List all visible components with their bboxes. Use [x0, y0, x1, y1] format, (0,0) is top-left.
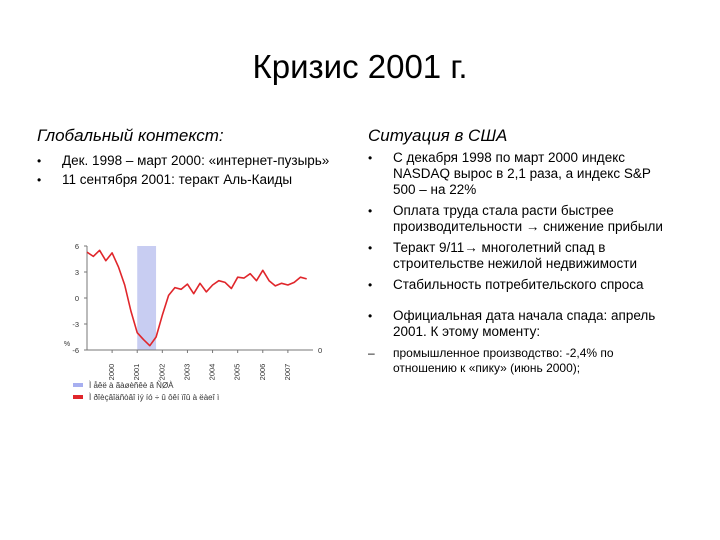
x-tick-label: 2007	[282, 363, 292, 381]
recession-highlight-band	[137, 246, 156, 350]
x-tick-label: 2000	[107, 363, 117, 381]
x-tick-label: 2006	[257, 363, 267, 381]
list-item-text: промышленное производство: -2,4% по отношению к «пику» (июнь 2000);	[393, 346, 614, 375]
y-tick-label: -3	[72, 320, 79, 329]
list-item	[368, 240, 668, 272]
x-tick-label: 2005	[232, 363, 242, 381]
list-item-text: Оплата труда стала расти быстрее производительности → снижение прибыли	[393, 203, 663, 234]
list-item-text: 11 сентября 2001: теракт Аль-Каиды	[62, 172, 293, 187]
list-item-text: С декабря 1998 по март 2000 индекс NASDAQ вырос в 2,1 раза, а индекс S&P 500 – на 22%	[393, 150, 651, 197]
x-tick-label: 2002	[157, 363, 167, 381]
bullet-icon: •	[368, 278, 373, 292]
list-item	[37, 172, 357, 188]
list-item	[368, 277, 668, 293]
y-tick-label: 3	[74, 268, 79, 277]
series-line	[87, 250, 307, 345]
legend-swatch	[73, 383, 83, 387]
list-item	[368, 203, 668, 235]
list-item	[37, 153, 357, 169]
bullet-icon: •	[368, 241, 373, 255]
sub-list-item	[368, 346, 668, 376]
left-bullet-list	[37, 153, 357, 191]
legend-swatch	[73, 395, 83, 399]
list-item	[368, 308, 668, 340]
x-tick-label: 2004	[207, 363, 217, 381]
bullet-icon: •	[368, 151, 373, 165]
gdp-line-chart	[55, 238, 335, 438]
y-axis-unit: %	[63, 341, 71, 348]
x-tick-label: 2001	[132, 363, 142, 381]
right-axis-label: 0	[318, 346, 323, 355]
list-item	[368, 150, 668, 198]
left-column-heading: Глобальный контекст:	[37, 126, 224, 145]
y-tick-label: -6	[72, 346, 79, 355]
y-tick-label: 6	[74, 242, 79, 251]
right-bullet-list	[368, 150, 668, 381]
bullet-icon: •	[37, 154, 42, 168]
right-column-heading: Ситуация в США	[368, 126, 508, 145]
dash-icon: –	[368, 346, 375, 360]
bullet-icon: •	[368, 204, 373, 218]
list-item-text: Официальная дата начала спада: апрель 2001. К этому моменту:	[393, 308, 656, 339]
list-item-text: Стабильность потребительского спроса	[393, 277, 644, 292]
x-tick-label: 2003	[182, 363, 192, 381]
legend-label: Ì åêë à ãàøèñêè â ÑØÀ	[89, 381, 174, 390]
slide-title: Кризис 2001 г.	[252, 48, 468, 85]
bullet-icon: •	[368, 309, 373, 323]
list-item-text: Дек. 1998 – март 2000: «интернет-пузырь»	[62, 153, 330, 168]
bullet-icon: •	[37, 173, 42, 187]
legend-label: Ì ðîèçâîäñòâî ìý íó ÷ û ôêí ïîû à ëàeî ì	[89, 393, 220, 402]
list-item-text: Теракт 9/11→ многолетний спад в строительстве нежилой недвижимости	[393, 240, 638, 271]
y-tick-label: 0	[74, 294, 79, 303]
